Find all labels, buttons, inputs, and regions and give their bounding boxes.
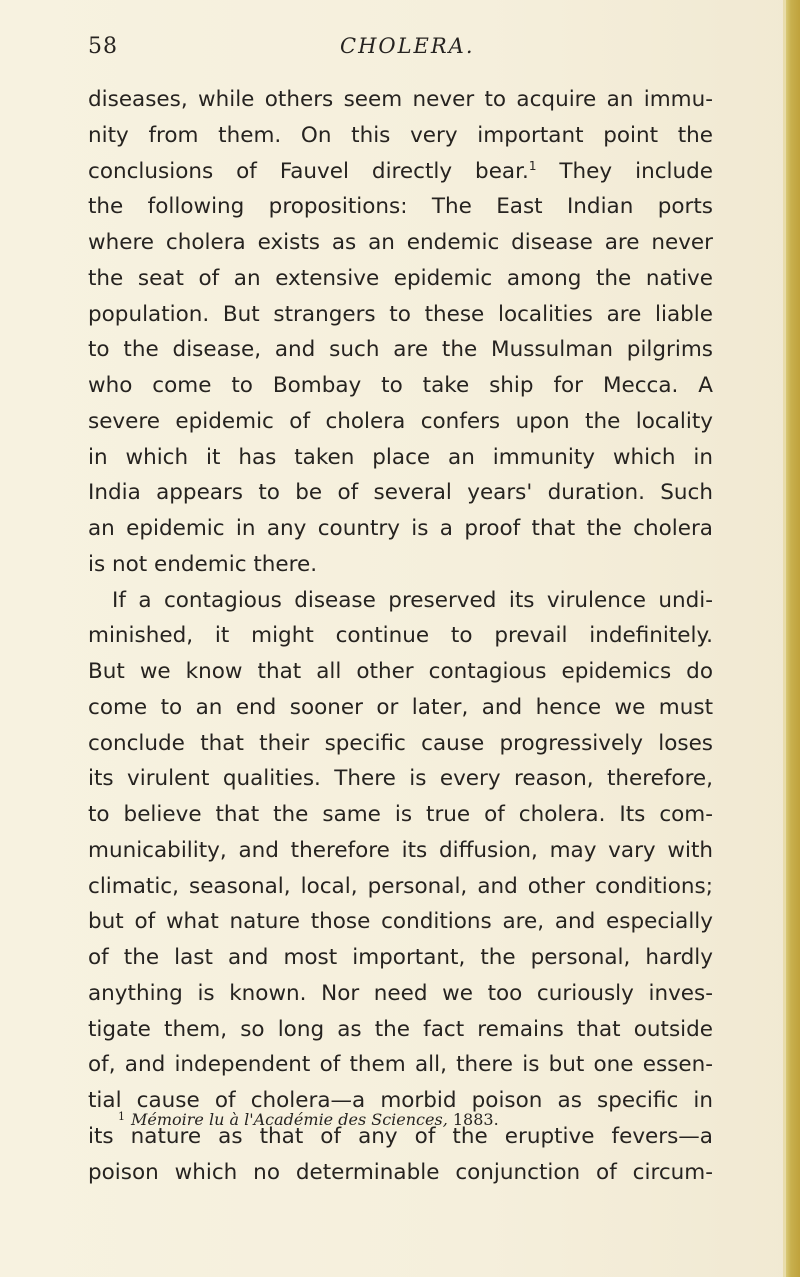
page-gilt-edge xyxy=(786,0,800,1277)
text-line: minished, it might continue to prevail indefinitely. xyxy=(88,623,713,649)
text-line: of, and independent of them all, there is but one essen- xyxy=(88,1052,713,1078)
text-line: diseases, while others seem never to acquire an immu- xyxy=(88,87,713,112)
footnote-year: 1883. xyxy=(452,1110,499,1129)
text-line: where cholera exists as an endemic disease are never xyxy=(88,230,713,255)
text-line: an epidemic in any country is a proof that the cholera xyxy=(88,516,713,541)
text-line: in which it has taken place an immunity which in xyxy=(88,444,713,470)
text-line: who come to Bombay to take ship for Mecca. A xyxy=(88,373,713,398)
text-line: nity from them. On this very important point the xyxy=(88,122,713,148)
text-line: population. But strangers to these localities are liable xyxy=(88,301,713,327)
text-line: is not endemic there. xyxy=(88,551,318,577)
text-line: tial cause of cholera—a morbid poison as specific in xyxy=(88,1088,713,1113)
page-number: 58 xyxy=(88,34,118,59)
text-line: its nature as that of any of the eruptive fevers—a xyxy=(88,1123,713,1149)
text-line: its virulent qualities. There is every reason, therefore, xyxy=(88,766,713,792)
text-line: anything is known. Nor need we too curiously inves- xyxy=(88,980,713,1006)
text-line: climatic, seasonal, local, personal, and other conditions; xyxy=(88,873,713,899)
body-text xyxy=(88,82,713,1190)
page-header xyxy=(88,34,708,64)
text-line: municability, and therefore its diffusion, may vary with xyxy=(88,837,713,863)
footnote xyxy=(118,1110,499,1129)
text-line: to believe that the same is true of cholera. Its com- xyxy=(88,802,713,827)
text-line: tigate them, so long as the fact remains that outside xyxy=(88,1016,713,1042)
footnote-title: Mémoire lu à l'Académie des Sciences, xyxy=(131,1110,448,1129)
text-line: India appears to be of several years' duration. Such xyxy=(88,480,713,506)
text-line: poison which no determinable conjunction of circum- xyxy=(88,1159,713,1185)
footnote-mark: 1 xyxy=(118,1110,125,1123)
text-line: come to an end sooner or later, and hence we must xyxy=(88,694,713,720)
text-line: but of what nature those conditions are, and especially xyxy=(88,909,713,935)
text-line: conclusions of Fauvel directly bear.$^1$ They include xyxy=(88,158,713,184)
footnote-reference: 1 xyxy=(528,158,537,173)
text-line: severe epidemic of cholera confers upon the locality xyxy=(88,408,713,434)
text-line: of the last and most important, the personal, hardly xyxy=(88,945,713,970)
text-line: to the disease, and such are the Mussulman pilgrims xyxy=(88,337,713,363)
text-line: the following propositions: The East Indian ports xyxy=(88,194,713,220)
running-head: CHOLERA. xyxy=(340,34,475,58)
text-line: conclude that their specific cause progressively loses xyxy=(88,730,713,756)
text-line: the seat of an extensive epidemic among the native xyxy=(88,265,713,291)
text-line: If a contagious disease preserved its virulence undi- xyxy=(112,587,713,613)
text-line: But we know that all other contagious epidemics do xyxy=(88,659,713,684)
